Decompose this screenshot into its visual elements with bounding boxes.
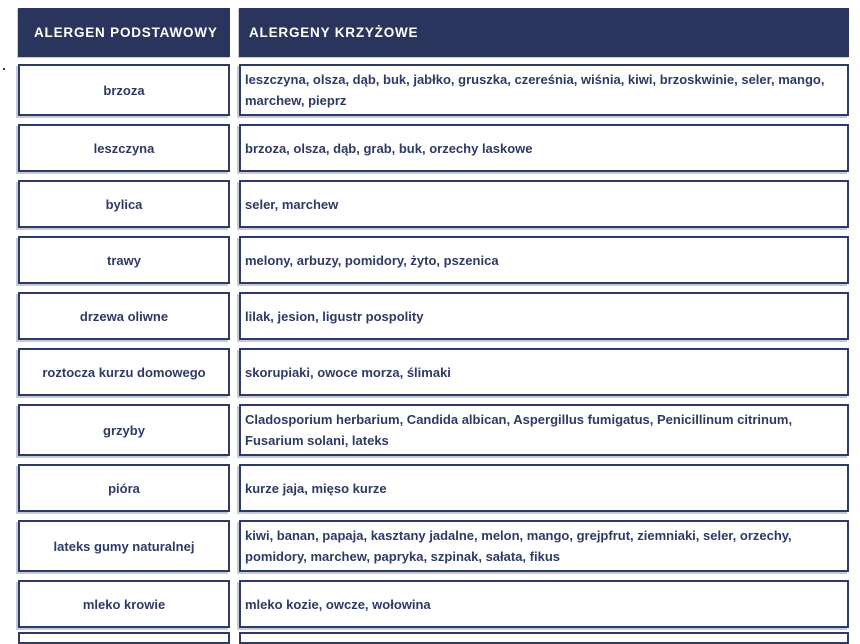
cross-allergens-cell: brzoza, olsza, dąb, grab, buk, orzechy laskowe <box>239 124 849 172</box>
allergen-cell: lateks gumy naturalnej <box>18 520 230 572</box>
table-row <box>18 292 849 340</box>
header-primary-allergen: ALERGEN PODSTAWOWY <box>18 8 230 57</box>
stray-period-mark: . <box>2 57 6 73</box>
table-row <box>18 64 849 116</box>
table-row <box>18 520 849 572</box>
cutoff-allergen-box <box>18 632 230 644</box>
table-row <box>18 236 849 284</box>
cross-allergens-cell: skorupiaki, owoce morza, ślimaki <box>239 348 849 396</box>
table-row <box>18 124 849 172</box>
allergen-cell: drzewa oliwne <box>18 292 230 340</box>
allergen-cell: leszczyna <box>18 124 230 172</box>
table-header-row <box>18 8 849 57</box>
allergen-table <box>18 8 849 644</box>
cross-allergens-cell: Cladosporium herbarium, Candida albican, Aspergillus fumigatus, Penicillinum citrinum, Fusarium solani, lateks <box>239 404 849 456</box>
allergen-cell: trawy <box>18 236 230 284</box>
cross-allergens-cell: mleko kozie, owcze, wołowina <box>239 580 849 628</box>
cross-allergens-cell: melony, arbuzy, pomidory, żyto, pszenica <box>239 236 849 284</box>
allergen-cell: brzoza <box>18 64 230 116</box>
cross-allergens-cell: kiwi, banan, papaja, kasztany jadalne, melon, mango, grejpfrut, ziemniaki, seler, orzechy, pomidory, marchew, papryka, szpinak, sałata, fikus <box>239 520 849 572</box>
cutoff-cross-box <box>239 632 849 644</box>
allergen-cell: mleko krowie <box>18 580 230 628</box>
table-row <box>18 180 849 228</box>
cross-allergens-cell: seler, marchew <box>239 180 849 228</box>
allergen-cell: pióra <box>18 464 230 512</box>
allergen-cell: bylica <box>18 180 230 228</box>
allergen-cell: grzyby <box>18 404 230 456</box>
table-body <box>18 64 849 628</box>
cross-allergens-cell: lilak, jesion, ligustr pospolity <box>239 292 849 340</box>
allergen-cell: roztocza kurzu domowego <box>18 348 230 396</box>
cutoff-next-row <box>18 632 849 644</box>
header-cross-allergens: ALERGENY KRZYŻOWE <box>239 8 849 57</box>
cross-allergens-cell: kurze jaja, mięso kurze <box>239 464 849 512</box>
table-row <box>18 348 849 396</box>
table-row <box>18 404 849 456</box>
table-row <box>18 580 849 628</box>
table-row <box>18 464 849 512</box>
cross-allergens-cell: leszczyna, olsza, dąb, buk, jabłko, gruszka, czereśnia, wiśnia, kiwi, brzoskwinie, seler, mango, marchew, pieprz <box>239 64 849 116</box>
